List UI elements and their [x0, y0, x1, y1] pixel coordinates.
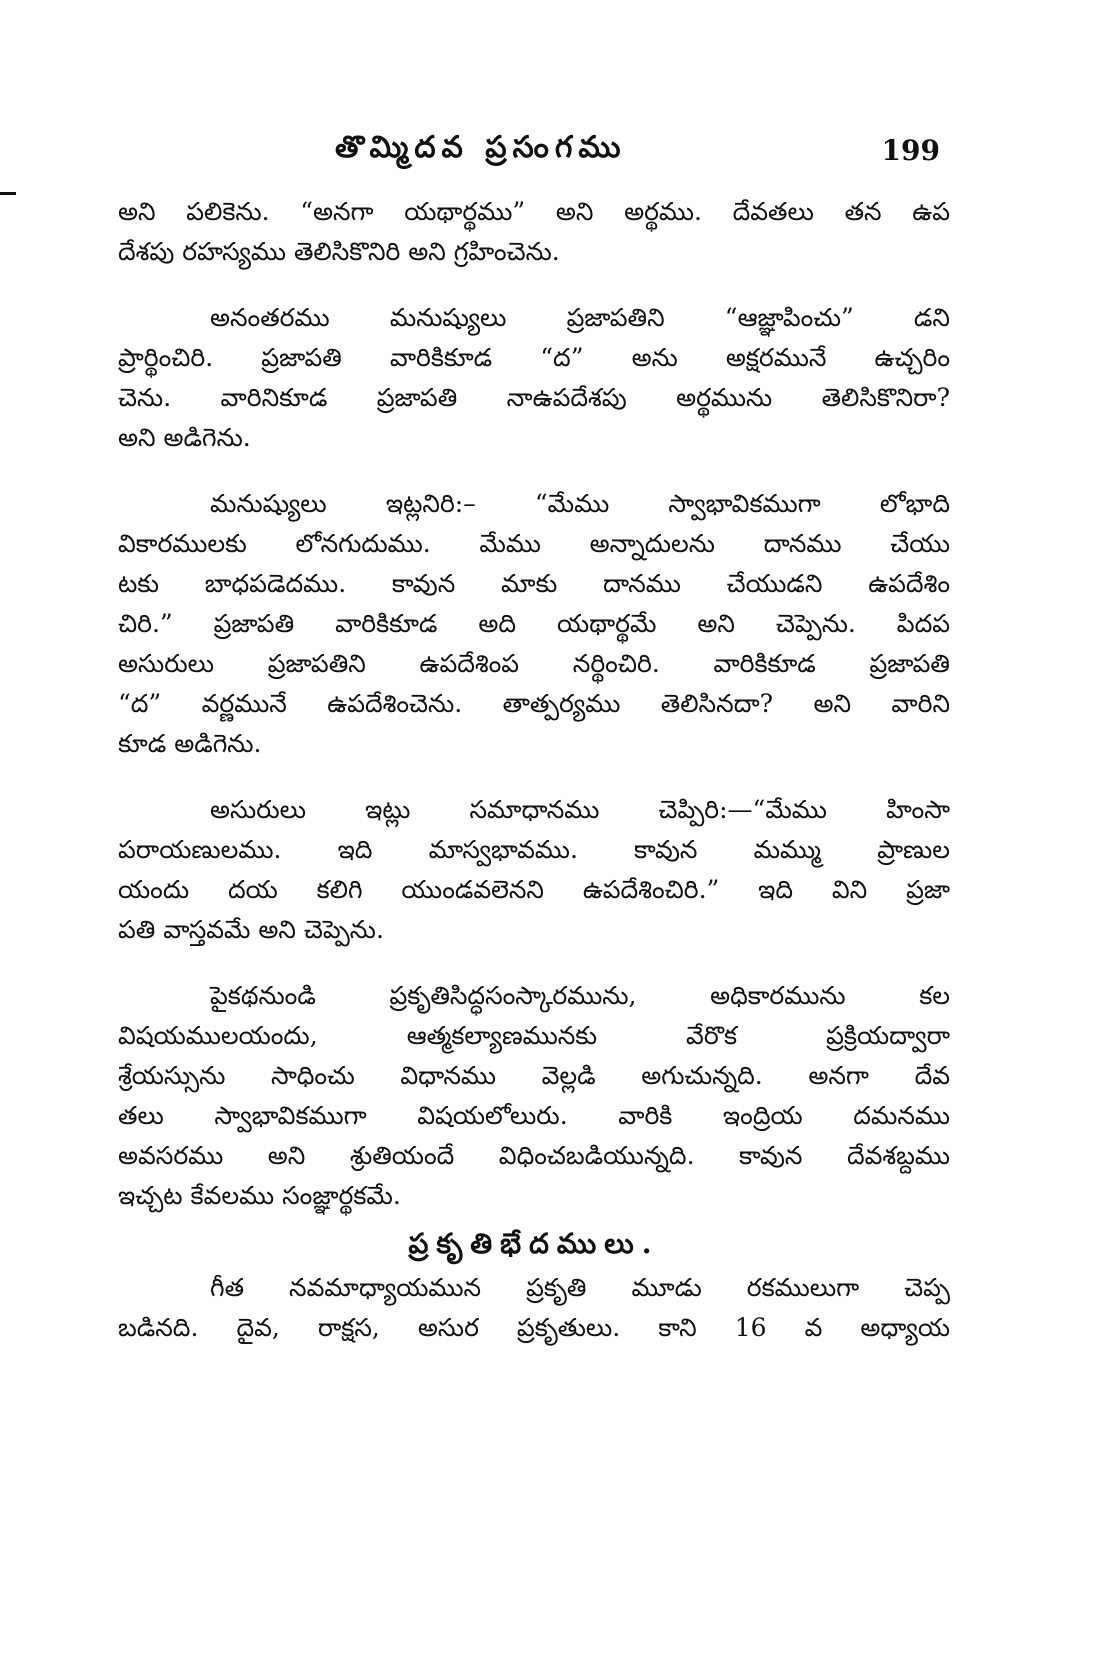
text-line: అసురులు ప్రజాపతిని ఉపదేశింప నర్థించిరి. వారికికూడ ప్రజాపతి: [118, 649, 950, 678]
text-line: విషయములయందు, ఆత్మకల్యాణమునకు వేరొక ప్రక్రియద్వారా: [118, 1021, 950, 1050]
text-line: అనంతరము మనుష్యులు ప్రజాపతిని “ఆజ్ఞాపించు” డని: [210, 303, 950, 332]
margin-mark: [0, 192, 16, 195]
paragraph-3: [118, 484, 950, 764]
text-line: దేశపు రహస్యము తెలిసికొనిరి అని గ్రహించెను.: [118, 237, 560, 266]
paragraph-5: [118, 976, 950, 1216]
text-line: కూడ అడిగెను.: [118, 729, 262, 758]
text-line: పరాయణులము. ఇది మాస్వభావము. కావున మమ్ము ప్రాణుల: [118, 835, 950, 864]
text-line: వికారములకు లోనగుదుము. మేము అన్నాదులను దానము చేయు: [118, 529, 950, 558]
text-line: యందు దయ కలిగి యుండవలెనని ఉపదేశించిరి.” ఇది విని ప్రజా: [118, 875, 950, 904]
text-line: బడినది. దైవ, రాక్షస, అసుర ప్రకృతులు. కాని 16 వ అధ్యాయ: [118, 1313, 950, 1342]
section-heading: ప్రకృతిభేదములు.: [408, 1227, 660, 1260]
text-line: అని అడిగెను.: [118, 423, 251, 452]
paragraph-2: [118, 298, 950, 458]
chapter-title: తొమ్మిదవ ప్రసంగము: [335, 130, 627, 165]
text-line: “ద” వర్ణమునే ఉపదేశించెను. తాత్పర్యము తెలిసినదా? అని వారిని: [118, 689, 950, 718]
text-line: పైకథనుండి ప్రకృతిసిద్ధసంస్కారమును, అధికారమును కల: [210, 981, 950, 1010]
text-line: పతి వాస్తవమే అని చెప్పెను.: [118, 915, 384, 944]
text-line: ఇచ్చట కేవలము సంజ్ఞార్థకమే.: [118, 1181, 401, 1210]
paragraph-4: [118, 790, 950, 950]
text-line: టకు బాధపడెదము. కావున మాకు దానము చేయుడని ఉపదేశిం: [118, 569, 950, 598]
text-line: శ్రేయస్సును సాధించు విధానము వెల్లడి అగుచున్నది. అనగా దేవ: [118, 1061, 950, 1090]
text-line: తలు స్వాభావికముగా విషయలోలురు. వారికి ఇంద్రియ దమనము: [118, 1101, 950, 1130]
running-head: [0, 130, 1105, 180]
text-line: ప్రార్థించిరి. ప్రజాపతి వారికికూడ “ద” అను అక్షరమునే ఉచ్చరిం: [118, 343, 950, 372]
text-line: చెను. వారినికూడ ప్రజాపతి నాఉపదేశపు అర్థమును తెలిసికొనిరా?: [118, 383, 950, 412]
text-line: అసురులు ఇట్లు సమాధానము చెప్పిరి:—“మేము హింసా: [210, 795, 950, 824]
text-line: గీత నవమాధ్యాయమున ప్రకృతి మూడు రకములుగా చెప్ప: [210, 1273, 950, 1302]
text-line: అవసరము అని శ్రుతియందే విధించబడియున్నది. కావున దేవశబ్దము: [118, 1141, 950, 1170]
text-line: మనుష్యులు ఇట్లనిరి:– “మేము స్వాభావికముగా లోభాది: [210, 489, 950, 518]
text-line: చిరి.” ప్రజాపతి వారికికూడ అది యథార్థమే అని చెప్పెను. పిదప: [118, 609, 950, 638]
body-text: [118, 192, 950, 1348]
paragraph-1: [118, 192, 950, 272]
page-number: 199: [881, 134, 940, 167]
text-line: అని పలికెను. “అనగా యథార్థము” అని అర్థము. దేవతలు తన ఉప: [118, 197, 950, 226]
paragraph-6: [118, 1268, 950, 1348]
